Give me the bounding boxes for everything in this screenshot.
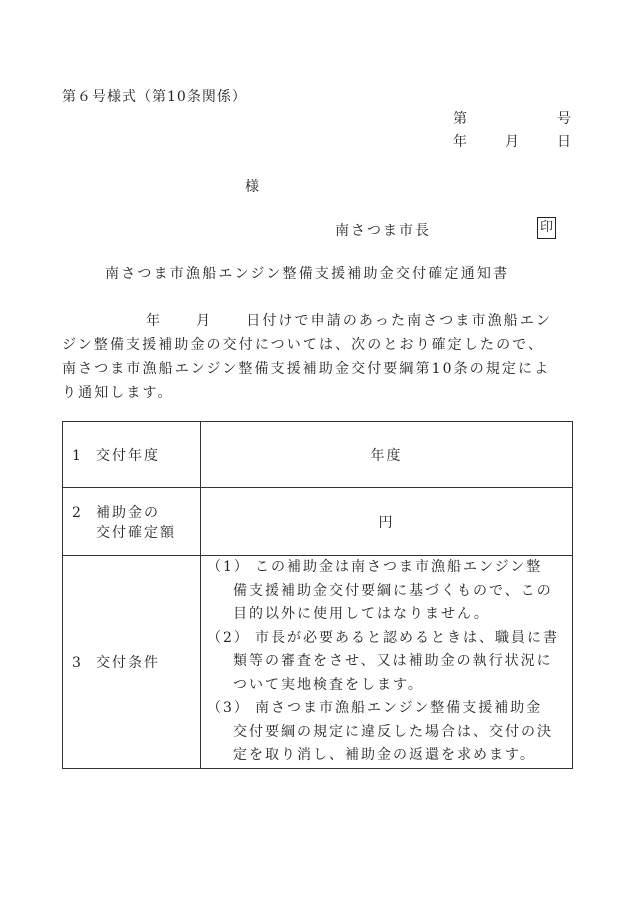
fiscal-year-value: 年度 xyxy=(201,422,573,488)
date-year: 年 xyxy=(453,134,467,150)
condition-item: （1） この補助金は南さつま市漁船エンジン整 備支援補助金交付要綱に基づくもので、この 目的以外に使用してはなりません。 xyxy=(207,556,566,627)
body-line-1-text: 日付けで申請のあった南さつま市漁船エン xyxy=(246,313,552,329)
row-label-conditions: 3 交付条件 xyxy=(63,556,201,769)
body-line-4: り通知します。 xyxy=(62,385,174,401)
document-title: 南さつま市漁船エンジン整備支援補助金交付確定通知書 xyxy=(105,266,510,282)
seal-stamp: 印 xyxy=(537,217,556,239)
document-number-line xyxy=(453,108,571,128)
sender-name: 南さつま市長 xyxy=(335,223,431,239)
body-line-2: ジン整備支援補助金の交付については、次のとおり確定したので、 xyxy=(62,337,545,353)
confirmed-amount-value: 円 xyxy=(201,488,573,556)
condition-marker: （3） xyxy=(207,700,250,716)
condition-marker: （1） xyxy=(207,559,250,575)
details-table xyxy=(62,421,573,769)
document-number-prefix: 第 xyxy=(453,111,467,127)
table-row xyxy=(63,422,573,488)
date-line xyxy=(453,131,571,151)
row-label-confirmed-amount: 2 補助金の 交付確定額 xyxy=(63,488,201,556)
addressee-honorific: 様 xyxy=(245,179,259,195)
body-year: 年 xyxy=(146,313,163,329)
table-row xyxy=(63,488,573,556)
form-number: 第６号様式（第10条関係） xyxy=(62,89,247,105)
table-row xyxy=(63,556,573,769)
document-number-suffix: 号 xyxy=(557,111,571,127)
condition-item: （3） 南さつま市漁船エンジン整備支援補助金 交付要綱の規定に違反した場合は、交付の決 定を取り消し、補助金の返還を求めます。 xyxy=(207,697,566,768)
body-line-1 xyxy=(62,309,572,333)
body-paragraph xyxy=(62,309,572,405)
conditions-list xyxy=(201,556,573,769)
body-month: 月 xyxy=(196,313,213,329)
date-month: 月 xyxy=(505,134,519,150)
body-line-3: 南さつま市漁船エンジン整備支援補助金交付要綱第10条の規定によ xyxy=(62,361,551,377)
row-label-fiscal-year: 1 交付年度 xyxy=(63,422,201,488)
date-day: 日 xyxy=(557,134,571,150)
condition-marker: （2） xyxy=(207,629,250,646)
condition-item: （2） 市長が必要あると認めるときは、職員に書 類等の審査をさせ、又は補助金の執行状況に ついて実地検査をします。 xyxy=(207,627,566,698)
